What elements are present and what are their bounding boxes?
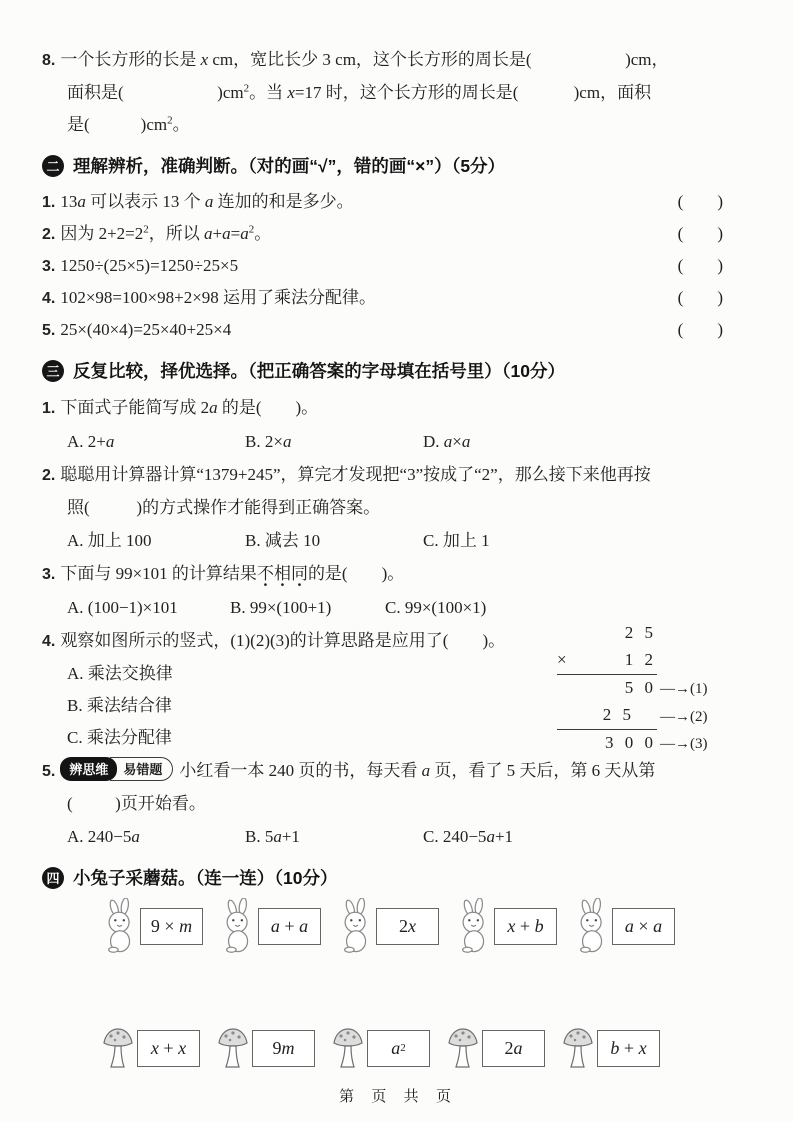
expression-box: x + b: [494, 908, 557, 945]
section-3-header: [42, 358, 723, 383]
question-number: 8.: [42, 52, 56, 69]
vm-multiplicand: 2 5: [624, 623, 653, 642]
expression-box: 2 x: [376, 908, 439, 945]
choice-question-4: [42, 624, 723, 754]
mushroom-card: [102, 1026, 200, 1070]
expression-box: a 2: [367, 1030, 430, 1067]
expression-box: 2 a: [482, 1030, 545, 1067]
vm-step-label-1: —→(1): [660, 681, 708, 697]
option-c: C. 乘法分配律: [67, 728, 172, 747]
question-text: 一个长方形的长是 x cm，宽比长少 3 cm，这个长方形的周长是( )cm，: [60, 50, 669, 69]
question-number: 5.: [42, 763, 56, 780]
judge-item: [42, 250, 723, 282]
mushroom-cards-row: [102, 1026, 723, 1070]
question-text: 是( )$cm^2$。: [67, 114, 190, 134]
choice-question-3: [42, 557, 723, 624]
mushroom-icon: [102, 1026, 134, 1070]
judge-item: [42, 218, 723, 250]
choice-question-5: [42, 754, 723, 853]
item-number: 2.: [42, 226, 56, 243]
option-a: A. 加上 100: [67, 531, 152, 550]
rabbit-icon: [338, 898, 376, 954]
vm-multiplier: 1 2: [624, 650, 653, 669]
item-text: 1250÷(25×5)=1250÷25×5: [60, 256, 239, 275]
option-a: A. (100−1)×101: [67, 598, 178, 617]
option-b: B. 99×(100+1): [230, 598, 332, 617]
option-c: C. 99×(100×1): [385, 598, 487, 617]
option-a: A. 乘法交换律: [67, 664, 173, 683]
question-number: 4.: [42, 633, 56, 650]
question-stem: ( )页开始看。: [67, 794, 206, 813]
mushroom-card: [562, 1026, 660, 1070]
rabbit-card: [456, 898, 557, 954]
section-title: 小兔子采蘑菇。（连一连）（10分）: [73, 868, 338, 888]
mushroom-icon: [332, 1026, 364, 1070]
vm-multiplier-row: [557, 647, 657, 675]
error-prone-badge: 易错题: [110, 757, 173, 781]
question-stem: 观察如图所示的竖式，(1)(2)(3)的计算思路是应用了( )。: [60, 631, 506, 650]
answer-bracket: ( ): [677, 192, 723, 211]
rabbit-card: [338, 898, 439, 954]
option-d: D. a×a: [423, 432, 471, 451]
rabbit-icon: [456, 898, 494, 954]
question-stem: 照( )的方式操作才能得到正确答案。: [67, 498, 381, 517]
judge-list: [42, 186, 723, 346]
mushroom-card: [217, 1026, 315, 1070]
rabbit-icon: [102, 898, 140, 954]
option-b: B. 2×a: [245, 432, 292, 451]
multiply-sign-icon: ×: [557, 650, 567, 669]
question-number: 2.: [42, 467, 56, 484]
rabbit-card: [574, 898, 675, 954]
item-number: 4.: [42, 290, 56, 307]
option-a: A. 240−5a: [67, 827, 140, 846]
page-footer: 第 页 共 页: [338, 1088, 454, 1105]
judge-item: [42, 314, 723, 346]
expression-box: 9 m: [252, 1030, 315, 1067]
section-marker-icon: 二: [42, 155, 64, 177]
question-stem: 小红看一本 240 页的书，每天看 a 页，看了 5 天后，第 6 天从第: [179, 761, 656, 780]
item-number: 1.: [42, 194, 56, 211]
choice-question-2: [42, 458, 723, 557]
item-text: 因为 $2+2=2^2$，所以 $a+a=a^2$。: [60, 223, 272, 243]
question-stem: 下面与 99×101 的计算结果不相同的是( )。: [60, 564, 405, 583]
section-marker-icon: 三: [42, 360, 64, 382]
rabbit-icon: [574, 898, 612, 954]
expression-box: x + x: [137, 1030, 200, 1067]
judge-item: [42, 186, 723, 218]
item-text: 25×(40×4)=25×40+25×4: [60, 320, 232, 339]
section-title: 反复比较，择优选择。（把正确答案的字母填在括号里）（10分）: [73, 361, 565, 381]
vm-partial-product-1: 5 0: [624, 678, 653, 697]
item-number: 3.: [42, 258, 56, 275]
option-c: C. 加上 1: [423, 531, 490, 550]
item-text: 13a 可以表示 13 个 a 连加的和是多少。: [60, 192, 354, 211]
section-2-header: [42, 153, 723, 178]
judge-item: [42, 282, 723, 314]
vm-step-label-2: —→(2): [660, 709, 708, 725]
mushroom-icon: [562, 1026, 594, 1070]
question-number: 1.: [42, 400, 56, 417]
vm-partial-product-2: 2 5: [557, 702, 657, 730]
option-a: A. 2+a: [67, 432, 115, 451]
vertical-multiplication: [557, 620, 721, 757]
mushroom-card: [447, 1026, 545, 1070]
section-title: 理解辨析，准确判断。（对的画“√”，错的画“×”）（5分）: [73, 156, 506, 176]
option-b: B. 减去 10: [245, 531, 321, 550]
mushroom-icon: [217, 1026, 249, 1070]
option-c: C. 240−5a+1: [423, 827, 514, 846]
question-stem: 聪聪用计算器计算“1379+245”，算完才发现把“3”按成了“2”，那么接下来他再按: [60, 465, 651, 484]
answer-bracket: ( ): [677, 256, 723, 275]
mushroom-card: [332, 1026, 430, 1070]
question-badges: [60, 757, 173, 781]
item-number: 5.: [42, 322, 56, 339]
answer-bracket: ( ): [677, 288, 723, 307]
answer-bracket: ( ): [677, 224, 723, 243]
expression-box: a × a: [612, 908, 675, 945]
question-number: 3.: [42, 566, 56, 583]
choice-question-1: [42, 391, 723, 458]
vm-step-label-3: —→(3): [660, 736, 708, 752]
option-b: B. 乘法结合律: [67, 696, 172, 715]
thinking-badge: 辨思维: [60, 757, 117, 781]
expression-box: b + x: [597, 1030, 660, 1067]
mushroom-icon: [447, 1026, 479, 1070]
section-marker-icon: 四: [42, 867, 64, 889]
rabbit-card: [102, 898, 203, 954]
question-8: [42, 44, 723, 141]
expression-box: a + a: [258, 908, 321, 945]
answer-bracket: ( ): [677, 320, 723, 339]
rabbit-card: [220, 898, 321, 954]
option-b: B. 5a+1: [245, 827, 300, 846]
question-stem: 下面式子能简写成 2a 的是( )。: [60, 398, 319, 417]
rabbit-cards-row: [102, 898, 723, 954]
expression-box: 9 × m: [140, 908, 203, 945]
rabbit-icon: [220, 898, 258, 954]
question-text: 面积是( )$cm^2$。当 x=17 时，这个长方形的周长是( )cm，面积: [67, 82, 652, 102]
item-text: 102×98=100×98+2×98 运用了乘法分配律。: [60, 288, 377, 307]
vm-total: 3 0 0: [605, 733, 653, 752]
section-4-header: [42, 865, 723, 890]
